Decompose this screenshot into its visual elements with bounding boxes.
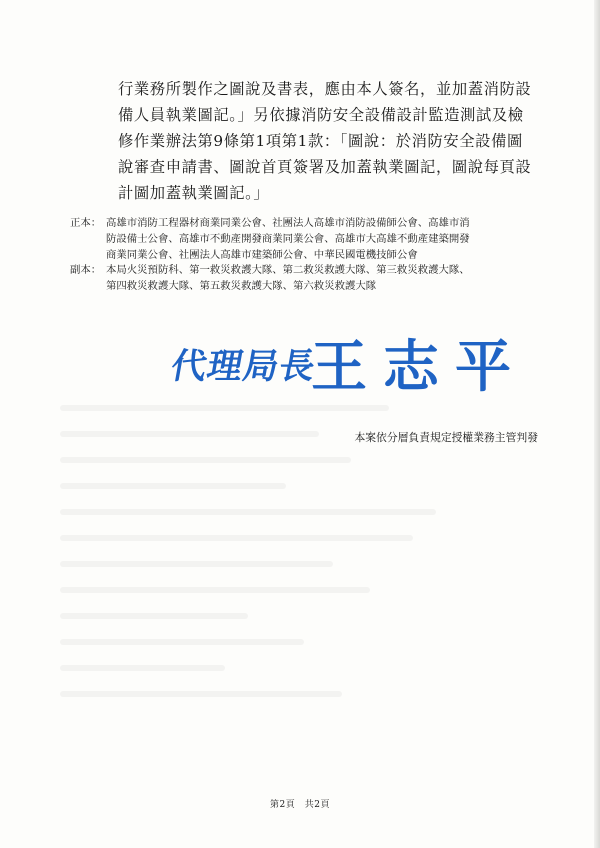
primary-recipient-line: 高雄市消防工程器材商業同業公會、社團法人高雄市消防設備師公會、高雄市消 [106, 217, 470, 229]
authorization-note: 本案依分層負責規定授權業務主管判發 [354, 431, 538, 444]
primary-recipient-line: 商業同業公會、社團法人高雄市建築師公會、中華民國電機技師公會 [106, 248, 418, 261]
body-line: 備人員執業圖記。」另依據消防安全設備設計監造測試及檢 [118, 106, 524, 124]
body-line: 計圖加蓋執業圖記。」 [118, 184, 270, 202]
copy-label: 副本： [70, 264, 102, 277]
body-line: 修作業辦法第9條第1項第1款：「圖說：於消防安全設備圖 [118, 132, 523, 150]
bleed-through-texture [60, 405, 530, 765]
svg-text:代理局長: 代理局長 [167, 346, 320, 387]
primary-label: 正本： [70, 217, 102, 229]
copy-recipient-line: 本局火災預防科、第一救災救護大隊、第二救災救護大隊、第三救災救護大隊、 [106, 264, 470, 277]
primary-recipient-line: 防設備士公會、高雄市不動產開發商業同業公會、高雄市大高雄不動產建築開發 [106, 232, 470, 245]
official-seal-stamp [163, 324, 527, 400]
page-number: 第2頁 共2頁 [270, 800, 330, 810]
copy-recipient-line: 第四救災救護大隊、第五救災救護大隊、第六救災救護大隊 [106, 280, 377, 293]
distribution-list [70, 216, 550, 295]
body-line: 行業務所製作之圖說及書表，應由本人簽名，並加蓋消防設 [118, 80, 532, 98]
page-edge-shadow [594, 0, 600, 848]
svg-text:王志平: 王志平 [311, 335, 527, 400]
primary-recipients [70, 216, 550, 263]
seal-stamp-graphic [163, 324, 527, 400]
body-paragraph [118, 76, 558, 206]
body-line: 說審查申請書、圖說首頁簽署及加蓋執業圖記，圖說每頁設 [118, 158, 532, 176]
copy-recipients [70, 263, 550, 295]
